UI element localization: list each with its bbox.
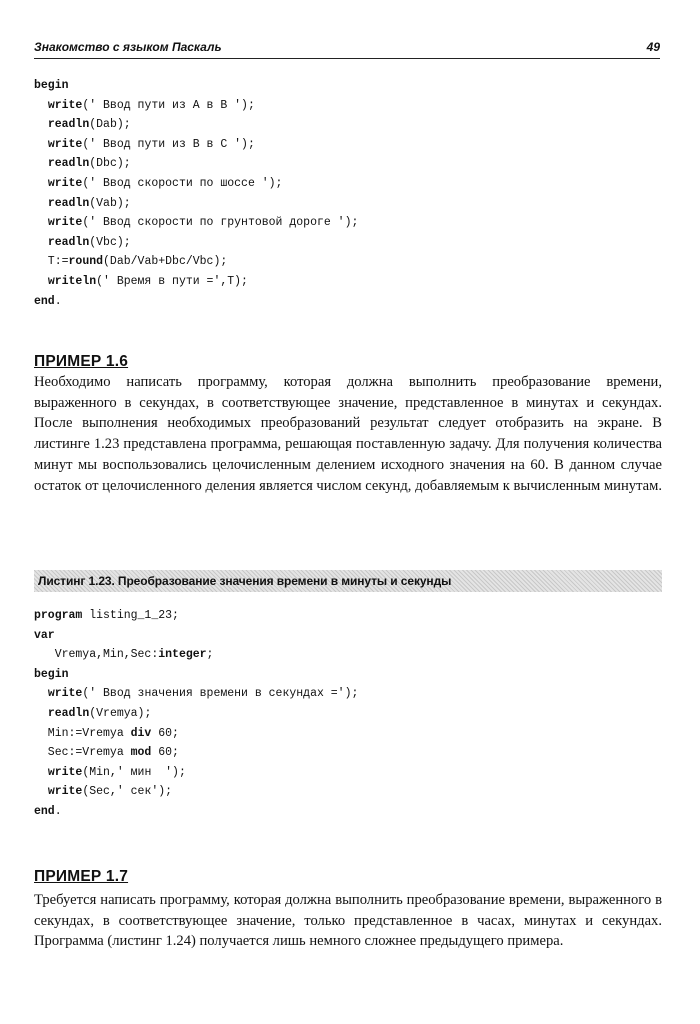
code-text: (Vab); [89, 196, 131, 210]
code-listing-1-22-tail [34, 76, 358, 311]
listing-caption: Листинг 1.23. Преобразование значения времени в минуты и секунды [38, 574, 452, 588]
code-text: Min:=Vremya [34, 726, 131, 740]
running-head [34, 40, 660, 60]
code-keyword: readln [47, 196, 90, 210]
code-line [34, 174, 358, 194]
code-text: (Sec,' сек'); [82, 785, 173, 799]
code-keyword: write [47, 216, 83, 230]
code-keyword: div [130, 726, 152, 740]
code-text: Vremya,Min,Sec: [34, 648, 159, 662]
code-line [34, 252, 358, 272]
code-line [34, 724, 358, 744]
code-keyword: readln [47, 118, 90, 132]
code-text [34, 766, 48, 779]
code-keyword: write [47, 98, 83, 112]
code-keyword: end [34, 294, 55, 308]
code-keyword: write [47, 765, 83, 779]
code-text: . [54, 804, 62, 818]
code-text: (Dbc); [89, 157, 131, 171]
code-text: (' Ввод пути из А в В '); [82, 98, 255, 112]
example-1-6-text: Необходимо написать программу, которая должна выполнить преобразование времени, выраженного в секундах, в соответствующее значение, представленное в минутах и секундах. После выполнения необходимых преобразований результат следует отобразить на экране. В листинге 1.23 представлена программа, решающая поставленную задачу. Для получения количества минут мы воспользовались целочисленным делением исходного значения на 60. В данном случае остаток от целочисленного деления является числом секунд, добавляемым к вычисленным минутам. [34, 374, 663, 494]
code-line [34, 626, 358, 646]
code-line [34, 704, 358, 724]
code-text: T:= [34, 255, 69, 269]
code-text [34, 157, 48, 170]
code-line [34, 763, 358, 783]
code-line [34, 292, 358, 312]
code-text [34, 99, 48, 112]
code-text: listing_1_23; [82, 609, 179, 622]
code-text: Sec:=Vremya [34, 746, 131, 760]
code-text [34, 687, 48, 700]
code-text: (Vremya); [89, 706, 152, 720]
code-text [34, 707, 48, 720]
code-listing-1-23 [34, 606, 358, 822]
code-keyword: program [34, 609, 83, 622]
code-text: 60; [151, 726, 179, 740]
example-1-7-text: Требуется написать программу, которая должна выполнить преобразование времени, выраженного в секундах, в соответствующее значение, только представленное в часах, минутах и секундах. Программа (листинг 1.24) получается лишь немного сложнее предыдущего примера. [34, 892, 662, 950]
code-line [34, 194, 358, 214]
code-line [34, 645, 358, 665]
code-text [34, 236, 48, 249]
code-line [34, 154, 358, 174]
code-keyword: readln [47, 157, 90, 171]
code-line [34, 743, 358, 763]
code-text: (' Ввод пути из В в С '); [82, 137, 255, 151]
code-keyword: writeln [47, 274, 97, 288]
code-text: (' Ввод скорости по шоссе '); [82, 176, 283, 190]
example-1-7-heading: ПРИМЕР 1.7 [34, 868, 129, 885]
code-text [34, 138, 48, 151]
code-keyword: integer [158, 648, 207, 662]
code-text: (Min,' мин '); [82, 765, 186, 779]
code-text [34, 275, 48, 288]
code-text: ; [206, 648, 214, 662]
code-text: (Vbc); [89, 235, 131, 249]
listing-caption-bar [34, 570, 662, 592]
code-text [34, 197, 48, 210]
code-keyword: var [34, 628, 55, 642]
code-line [34, 213, 358, 233]
code-text: (' Ввод скорости по грунтовой дороге '); [82, 216, 359, 230]
code-line [34, 233, 358, 253]
code-text: 60; [151, 746, 179, 760]
code-text: . [54, 294, 62, 308]
code-text [34, 216, 48, 229]
code-keyword: mod [130, 746, 152, 760]
code-text [34, 118, 48, 131]
code-keyword: end [34, 804, 55, 818]
code-text [34, 785, 48, 798]
code-text: (' Ввод значения времени в секундах ='); [82, 687, 359, 701]
code-keyword: begin [34, 79, 69, 92]
code-keyword: readln [47, 235, 90, 249]
code-line [34, 135, 358, 155]
code-line [34, 684, 358, 704]
code-text: (Dab); [89, 118, 131, 132]
code-text [34, 177, 48, 190]
code-line [34, 782, 358, 802]
chapter-title: Знакомство с языком Паскаль [34, 40, 222, 54]
code-line [34, 96, 358, 116]
code-keyword: write [47, 687, 83, 701]
code-keyword: write [47, 176, 83, 190]
code-line [34, 115, 358, 135]
code-keyword: write [47, 137, 83, 151]
page-number: 49 [646, 40, 660, 54]
code-keyword: round [68, 255, 104, 269]
code-keyword: readln [47, 706, 90, 720]
code-text: (' Время в пути =',T); [96, 274, 248, 288]
code-text: (Dab/Vab+Dbc/Vbc); [103, 255, 228, 269]
code-line [34, 76, 358, 96]
code-keyword: write [47, 785, 83, 799]
example-1-6-heading: ПРИМЕР 1.6 [34, 353, 129, 370]
header-rule [34, 58, 660, 59]
code-line [34, 665, 358, 685]
code-keyword: begin [34, 667, 69, 681]
code-line [34, 802, 358, 822]
code-line [34, 606, 358, 626]
code-line [34, 272, 358, 292]
